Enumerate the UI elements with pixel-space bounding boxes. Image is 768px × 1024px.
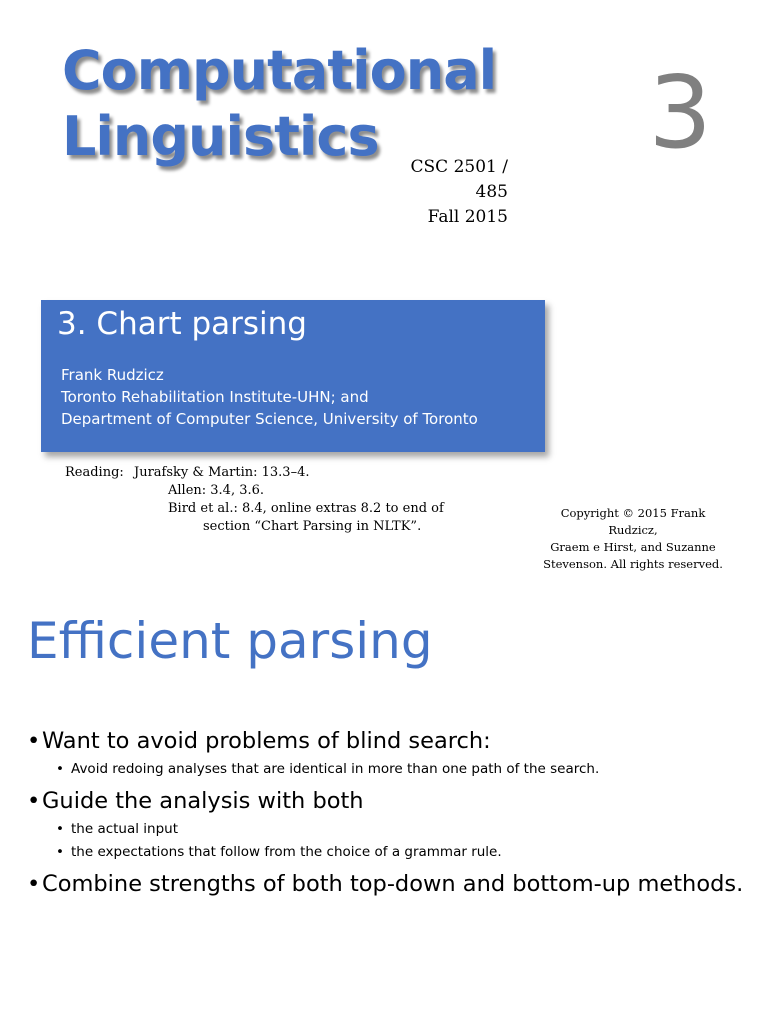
sub-bullet-text: the expectations that follow from the choice of a grammar rule.: [71, 844, 502, 860]
sub-bullet-item: [27, 758, 747, 781]
bullet-text: Guide the analysis with both: [42, 788, 364, 814]
lecture-heading: 3. Chart parsing: [57, 306, 307, 342]
course-title: [62, 38, 496, 170]
reading-item: section “Chart Parsing in NLTK”.: [203, 519, 422, 534]
sub-bullet-item: [27, 818, 747, 841]
bullet-item: [27, 867, 747, 901]
copyright-line: Graem e Hirst, and Suzanne: [550, 540, 716, 554]
bullet-item: [27, 724, 747, 758]
reading-item: Bird et al.: 8.4, online extras 8.2 to end of: [168, 501, 444, 516]
sub-bullet-item: [27, 841, 747, 864]
bullet-text: Combine strengths of both top-down and bottom-up methods.: [42, 871, 744, 897]
copyright-line: Copyright © 2015 Frank Rudzicz,: [560, 506, 706, 537]
copyright-line: Stevenson. All rights reserved.: [543, 557, 723, 571]
bullet-icon: •: [27, 728, 41, 754]
course-code: CSC 2501 / 485: [410, 157, 508, 202]
course-info: [384, 155, 508, 230]
author-name: Frank Rudzicz: [61, 366, 164, 384]
sub-bullet-text: Avoid redoing analyses that are identical in more than one path of the search.: [71, 761, 600, 777]
lecture-number: 3: [648, 54, 712, 171]
reading-item: Jurafsky & Martin: 13.3–4.: [134, 465, 310, 480]
course-title-line2: Linguistics: [62, 105, 379, 168]
bullet-icon: •: [27, 871, 41, 897]
reading-list: [65, 464, 444, 536]
bullet-item: [27, 784, 747, 818]
course-term: Fall 2015: [427, 207, 508, 227]
reading-item: Allen: 3.4, 3.6.: [168, 483, 265, 498]
bullet-icon: •: [56, 844, 64, 860]
bullet-icon: •: [27, 788, 41, 814]
course-title-line1: Computational: [62, 39, 497, 102]
author-affiliation-2: Department of Computer Science, University of Toronto: [61, 410, 478, 428]
bullet-icon: •: [56, 821, 64, 837]
slide-title: Efficient parsing: [27, 612, 433, 670]
bullet-icon: •: [56, 761, 64, 777]
copyright-notice: [540, 505, 726, 573]
bullet-list: [27, 724, 747, 901]
bullet-text: Want to avoid problems of blind search:: [42, 728, 491, 754]
author-affiliation-1: Toronto Rehabilitation Institute-UHN; and: [61, 388, 369, 406]
reading-label: Reading:: [65, 465, 124, 480]
lecture-title-box: [41, 300, 545, 452]
author-info: [61, 364, 478, 430]
sub-bullet-text: the actual input: [71, 821, 179, 837]
